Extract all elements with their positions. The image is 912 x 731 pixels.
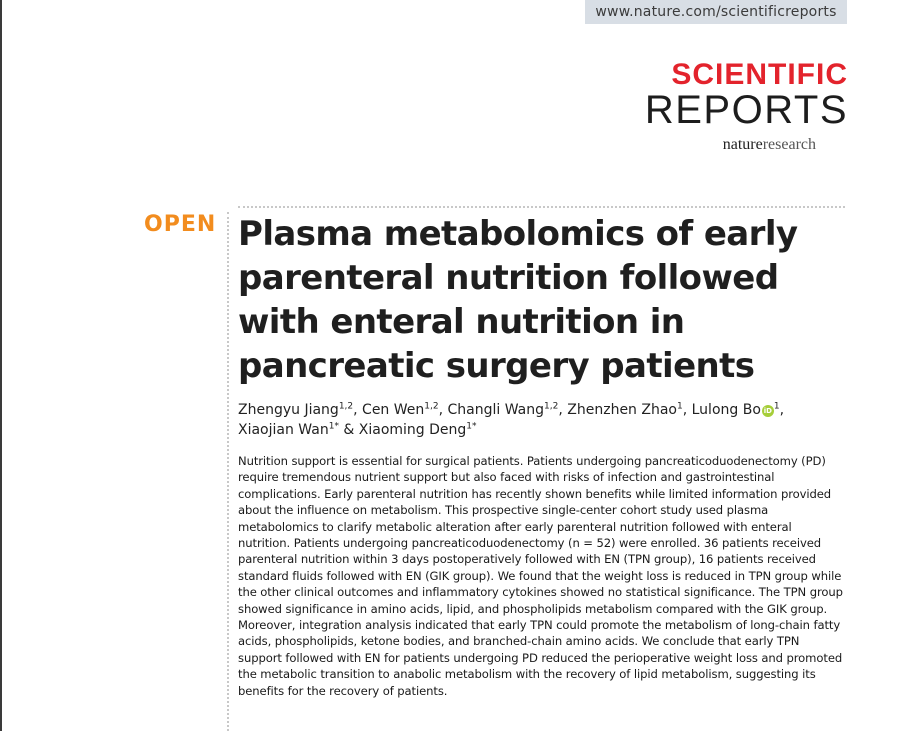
author-label: Changli Wang xyxy=(447,402,545,418)
author-label: Cen Wen xyxy=(362,402,425,418)
logo-scientific: SCIENTIFIC xyxy=(671,58,848,91)
publisher-nature: nature xyxy=(722,136,763,153)
abstract: Nutrition support is essential for surgical patients. Patients undergoing pancreaticoduodenectomy (PD) require tremendous nutrient support but also faced with risks of infection and gastrointestinal complications. Early parenteral nutrition has recently shown benefits while limited information provided about the influence on metabolism. This prospective single-center cohort study used plasma metabolomics to clarify metabolic alteration after early parenteral nutrition followed with enteral nutrition. Patients undergoing pancreaticoduodenectomy (n = 52) were enrolled. 36 patients received parenteral nutrition within 3 days postoperatively followed with EN (TPN group), 16 patients received standard fluids followed with EN (GIK group). We found that the weight loss is reduced in TPN group while the other clinical outcomes and inflammatory cytokines showed no statistical significance. The TPN group showed significance in amino acids, lipid, and phospholipids metabolism compared with the GIK group. Moreover, integration analysis indicated that early TPN could promote the metabolism of long-chain fatty acids, phospholipids, ketone bodies, and branched-chain amino acids. We conclude that early TPN support followed with EN for patients undergoing PD reduced the perioperative weight loss and promoted the metabolic transition to anabolic metabolism with the recovery of lipid metabolism, suggesting its benefits for the recovery of patients. xyxy=(238,454,843,698)
author-separator: , xyxy=(682,402,692,418)
author-label: Xiaoming Deng xyxy=(358,422,467,438)
affiliation-marker: 1,2 xyxy=(424,401,439,412)
author-label: Lulong Bo xyxy=(691,402,761,418)
author-separator: , xyxy=(438,402,448,418)
journal-url-banner[interactable] xyxy=(585,0,847,24)
margin-divider xyxy=(227,212,229,731)
author-separator: , xyxy=(779,402,785,418)
author-separator: , xyxy=(353,402,363,418)
author-label: Xiaojian Wan xyxy=(238,422,329,438)
article-title: Plasma metabolomics of early parenteral nutrition followed with enteral nutrition in pancreatic surgery patients xyxy=(238,214,798,386)
author-name[interactable] xyxy=(362,402,439,418)
affiliation-marker: 1* xyxy=(328,421,339,432)
journal-logo xyxy=(645,60,848,154)
affiliation-marker: 1,2 xyxy=(338,401,354,412)
affiliation-marker: 1* xyxy=(466,421,477,432)
affiliation-marker: 1 xyxy=(676,401,683,412)
orcid-icon[interactable]: iD xyxy=(763,407,772,415)
author-separator: & xyxy=(338,422,359,438)
publisher-name xyxy=(645,136,816,154)
logo-reports: REPORTS xyxy=(644,88,848,132)
publisher-research: research xyxy=(762,136,816,153)
page-left-edge xyxy=(0,0,2,731)
journal-url[interactable]: www.nature.com/scientificreports xyxy=(595,4,837,20)
affiliation-marker: 1 xyxy=(773,401,780,412)
author-name[interactable] xyxy=(359,422,477,438)
open-access-label: OPEN xyxy=(144,212,217,237)
author-name[interactable] xyxy=(448,402,559,418)
author-name[interactable] xyxy=(692,402,780,418)
header-divider xyxy=(238,206,845,208)
author-label: Zhengyu Jiang xyxy=(238,402,339,418)
author-label: Zhenzhen Zhao xyxy=(567,402,677,418)
affiliation-marker: 1,2 xyxy=(544,401,559,412)
author-name[interactable] xyxy=(238,402,353,418)
author-name[interactable] xyxy=(567,402,682,418)
author-name[interactable] xyxy=(238,422,339,438)
author-separator: , xyxy=(558,402,568,418)
author-list xyxy=(238,400,838,440)
